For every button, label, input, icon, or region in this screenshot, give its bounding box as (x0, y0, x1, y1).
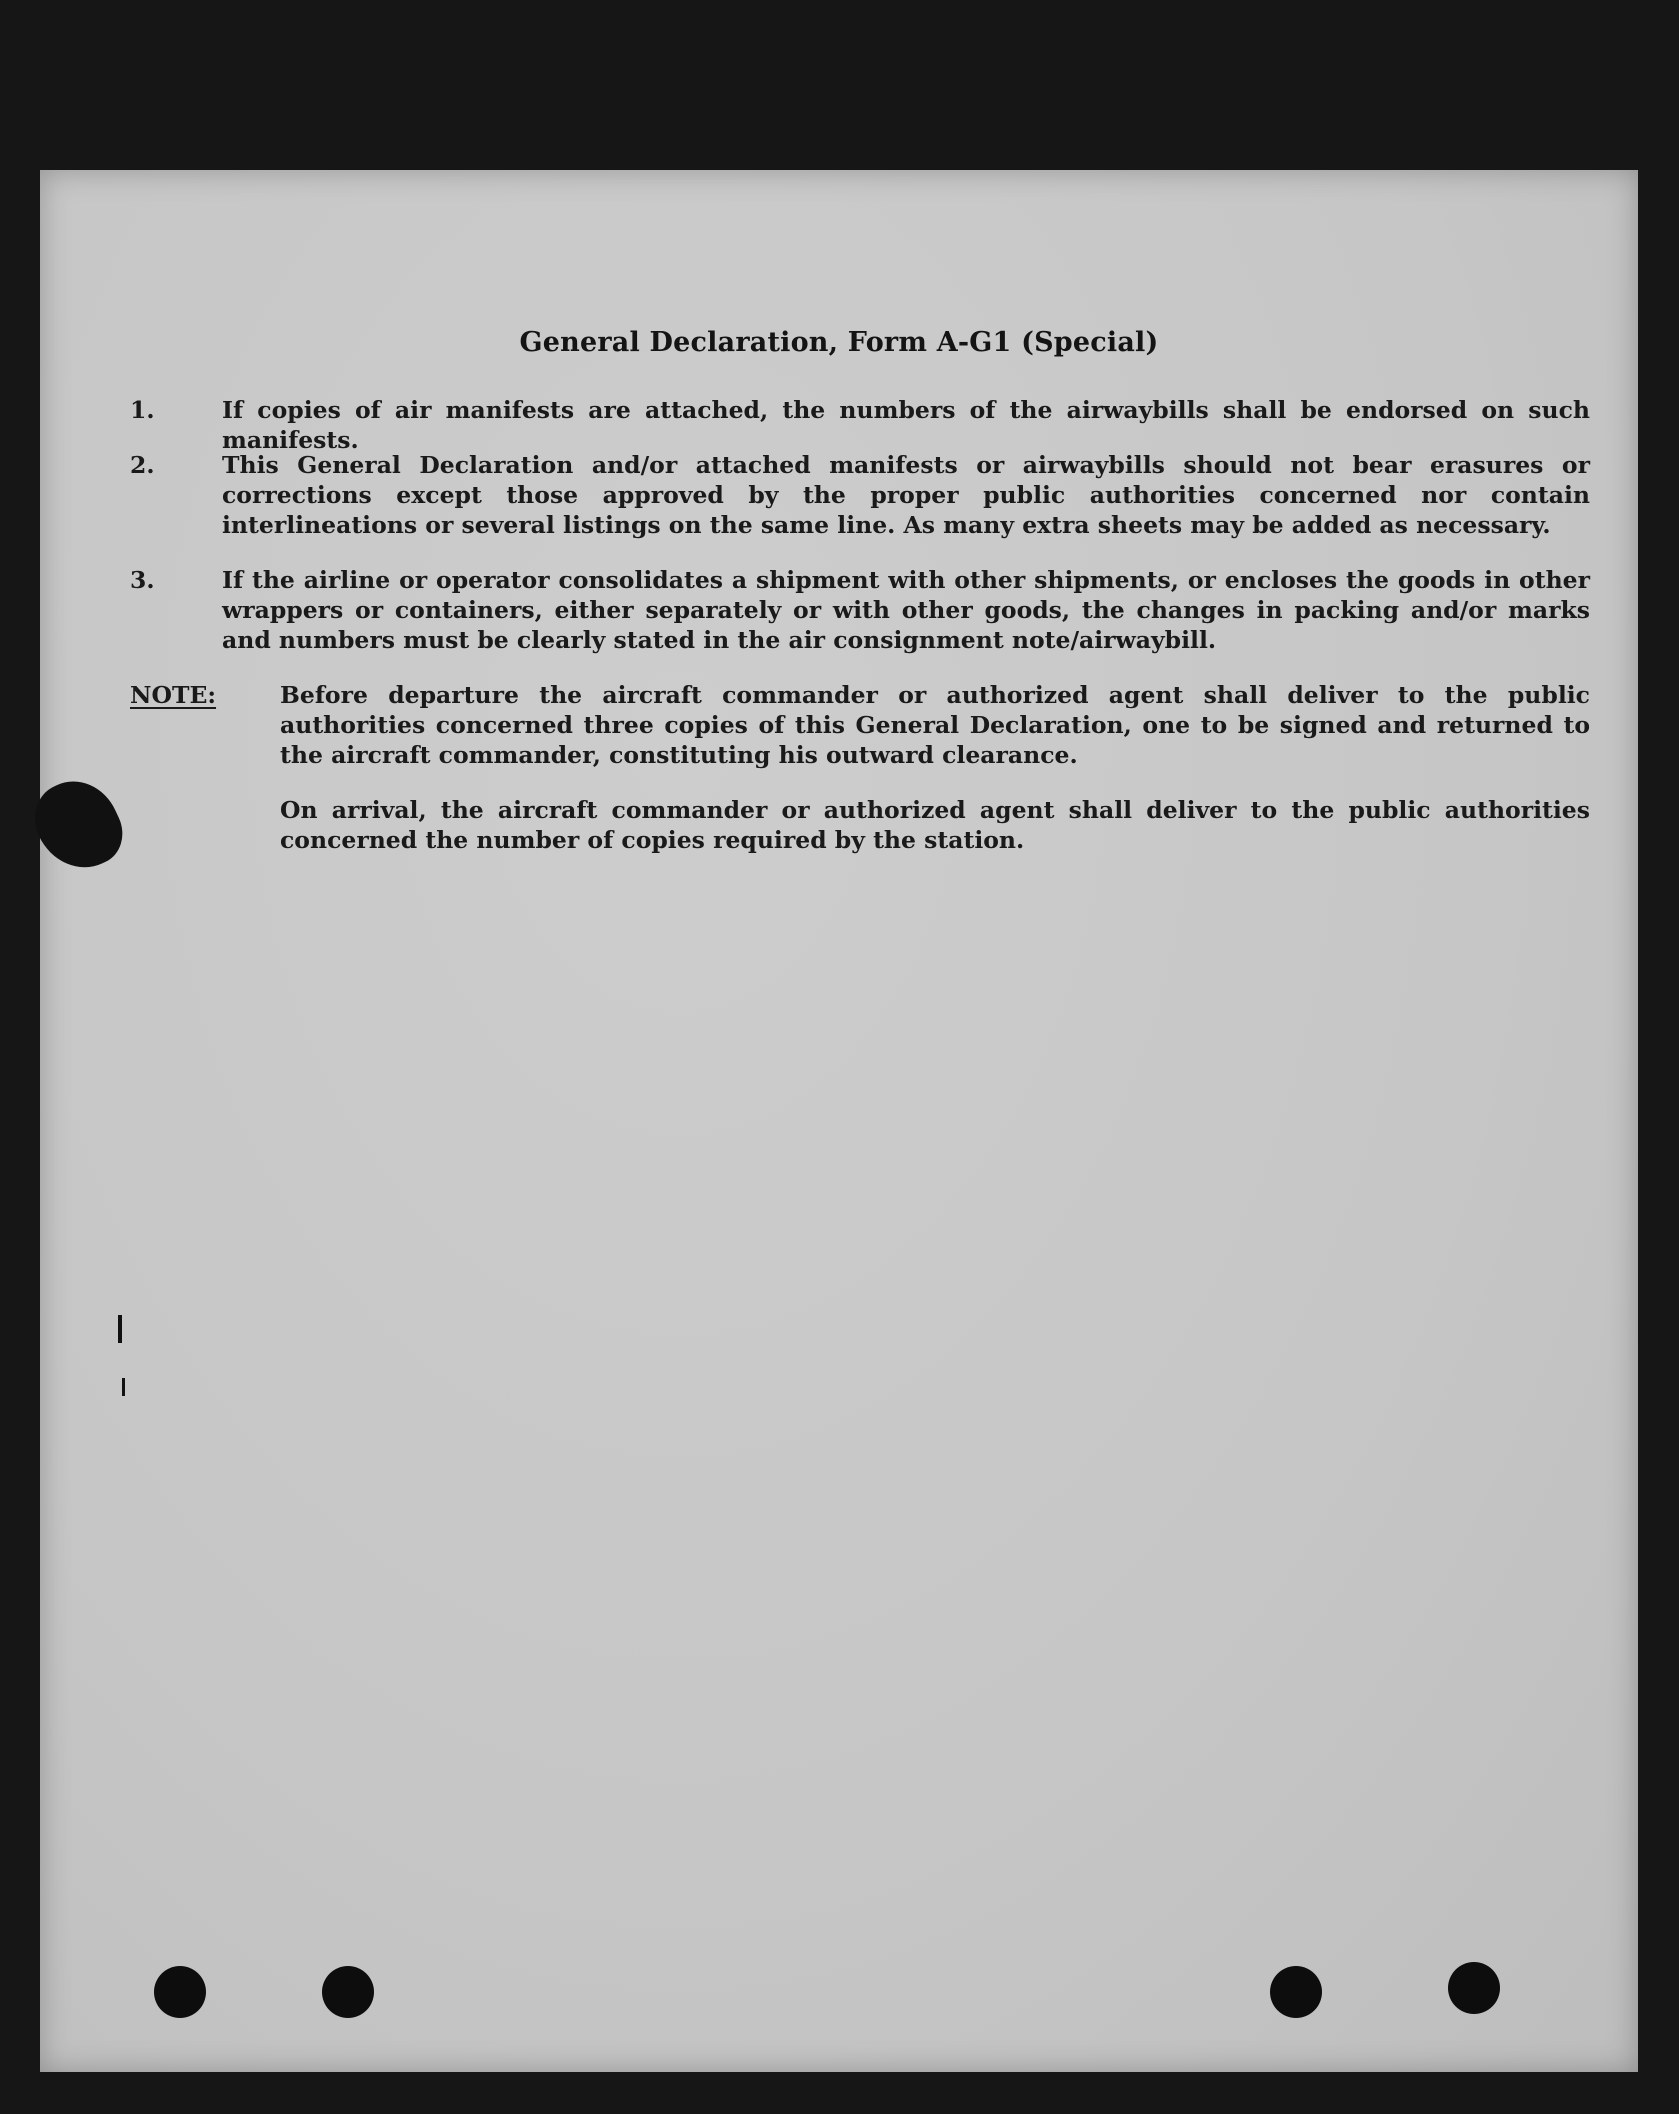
ink-mark (122, 1378, 125, 1396)
document-title: General Declaration, Form A-G1 (Special) (519, 327, 1159, 358)
note-paragraph-2: On arrival, the aircraft commander or authorized agent shall deliver to the public authorities concerned the number of copies required by the station. (280, 796, 1590, 854)
punch-hole (1270, 1966, 1322, 2018)
punch-hole (322, 1966, 374, 2018)
item-text: If the airline or operator consolidates a shipment with other shipments, or encloses the goods in other wrappers or containers, either separately or with other goods, the changes in packing and/or marks and numbers must be clearly stated in the air consignment note/airwaybill. (222, 566, 1590, 654)
list-item (130, 565, 1590, 657)
item-text: If copies of air manifests are attached, the numbers of the airwaybills shall be endorsed on such manifests. (222, 396, 1590, 454)
punch-hole (154, 1966, 206, 2018)
note-paragraph-1: Before departure the aircraft commander or authorized agent shall deliver to the public authorities concerned three copies of this General Declaration, one to be signed and returned to the aircraft commander, constituting his outward clearance. (280, 681, 1590, 769)
list-item (130, 395, 1590, 454)
punch-hole (1448, 1962, 1500, 2014)
note-label: NOTE: (130, 681, 217, 709)
item-number: 1. (130, 396, 155, 424)
list-item (130, 450, 1590, 542)
note-section (130, 680, 1590, 772)
ink-mark (118, 1315, 122, 1343)
document-page (40, 170, 1638, 2072)
note-section-arrival (130, 795, 1590, 857)
item-number: 2. (130, 451, 155, 479)
item-number: 3. (130, 566, 155, 594)
item-text: This General Declaration and/or attached manifests or airwaybills should not bear erasures or corrections except those approved by the proper public authorities concerned nor contain interlineations or several listings on the same line. As many extra sheets may be added as necessary. (222, 451, 1590, 539)
